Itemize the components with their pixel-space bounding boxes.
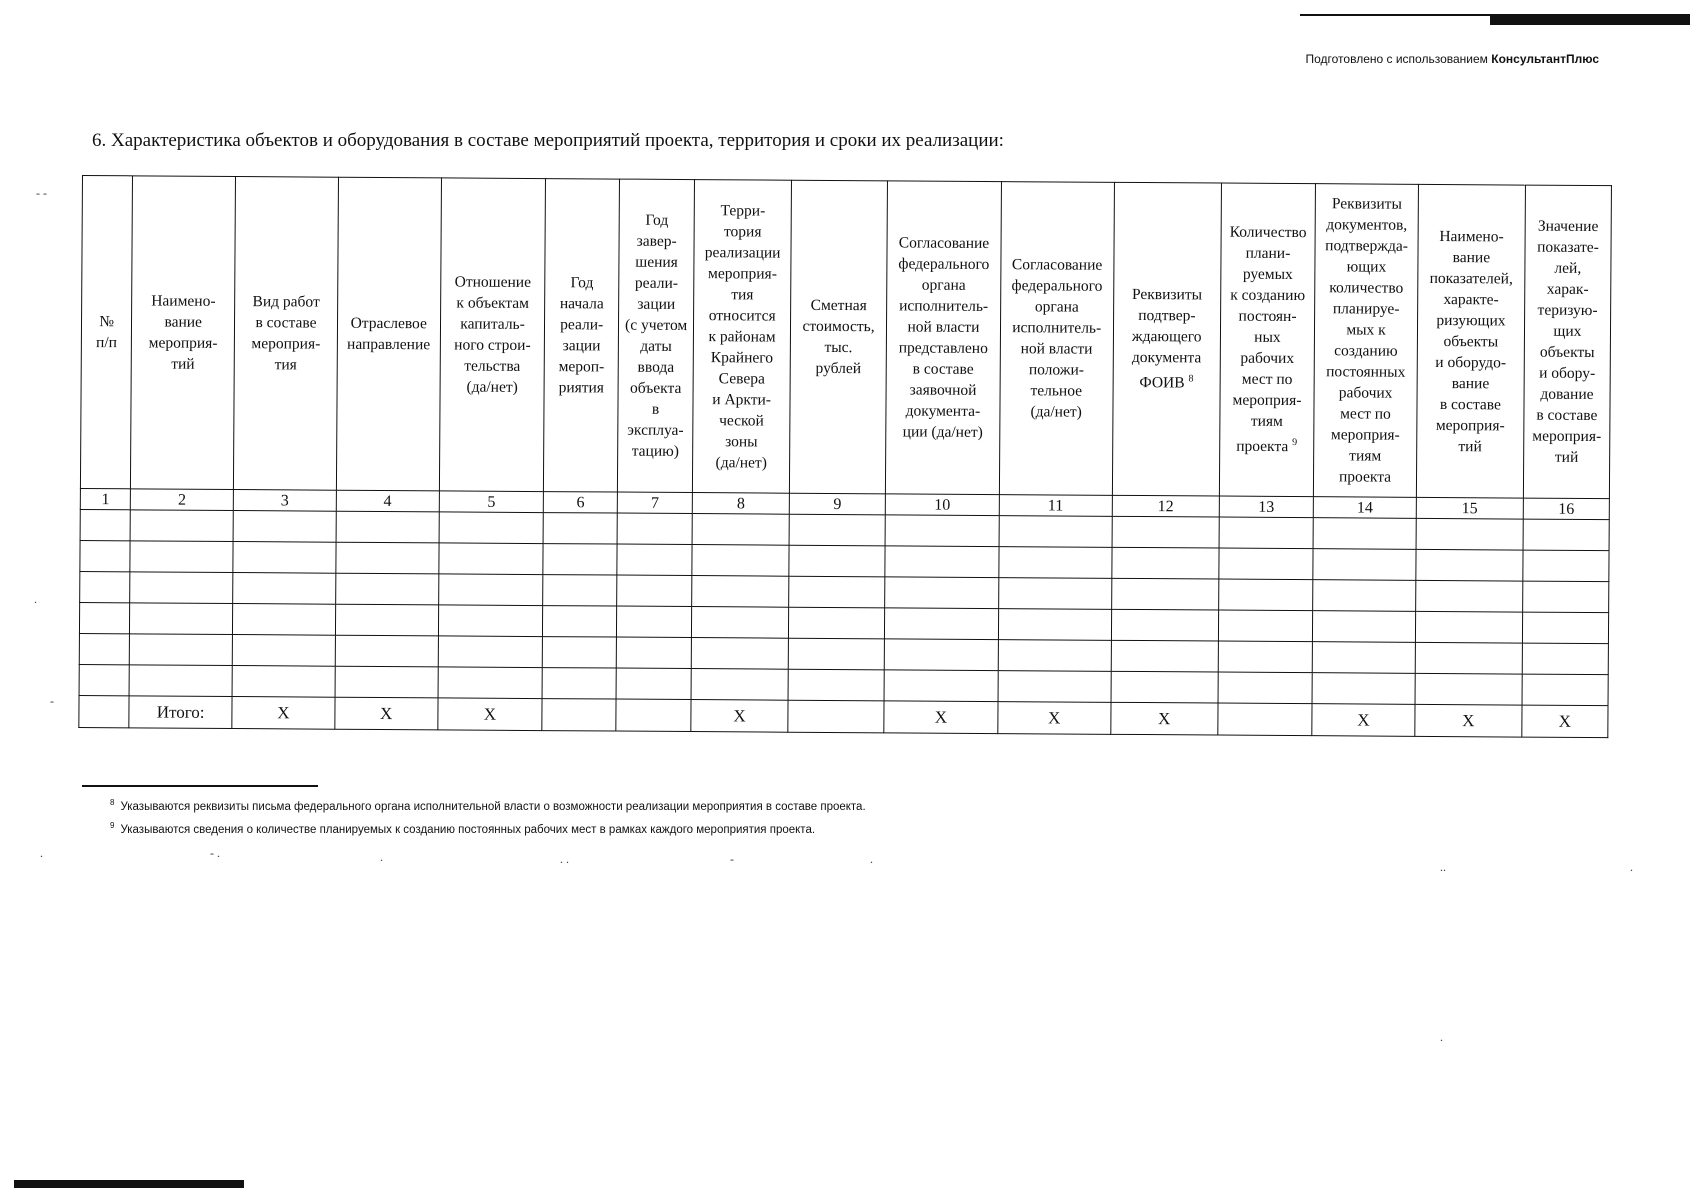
column-header-text: Вид работ в составе мероприя- тия bbox=[251, 293, 321, 374]
table-cell bbox=[1415, 642, 1522, 674]
table-cell bbox=[1111, 609, 1218, 641]
table-cell bbox=[130, 541, 233, 573]
footnote-ref: 9 bbox=[1292, 437, 1298, 449]
table-cell bbox=[1415, 611, 1522, 643]
footnote-text: Указываются реквизиты письма федерального органа исполнительной власти о возможности реализации мероприятия в составе проекта. bbox=[120, 800, 866, 813]
table-cell bbox=[233, 604, 336, 636]
table-cell bbox=[1313, 518, 1416, 550]
column-header-14 bbox=[1314, 184, 1419, 498]
table-cell bbox=[788, 669, 885, 701]
prepared-brand: КонсультантПлюс bbox=[1491, 52, 1599, 66]
prepared-prefix: Подготовлено с использованием bbox=[1305, 52, 1488, 66]
table-cell bbox=[692, 638, 789, 670]
table-cell bbox=[998, 609, 1111, 641]
column-header-5 bbox=[439, 178, 546, 492]
table-cell bbox=[1313, 611, 1416, 643]
table-cell bbox=[1111, 671, 1218, 703]
table-cell bbox=[1219, 548, 1314, 580]
column-header-6 bbox=[544, 179, 619, 492]
table-cell bbox=[336, 573, 439, 605]
table-cell bbox=[616, 606, 692, 638]
total-cell bbox=[1218, 703, 1313, 736]
column-header-text: Год завер- шения реали- зации (с учетом даты ввода объекта в эксплуа- тацию) bbox=[625, 211, 688, 460]
footnote-9 bbox=[82, 816, 982, 840]
column-header-text: Терри- тория реализации мероприя- тия относится к районам Крайнего Севера и Аркти- ческой зоны (да/нет) bbox=[704, 201, 781, 472]
column-number: 3 bbox=[233, 490, 336, 512]
total-cell: X bbox=[884, 701, 997, 734]
scan-top-mark bbox=[1300, 14, 1690, 26]
column-number: 13 bbox=[1219, 496, 1314, 518]
column-number: 8 bbox=[693, 493, 790, 515]
table-cell bbox=[616, 668, 692, 700]
column-number: 6 bbox=[544, 492, 618, 513]
table-body bbox=[79, 488, 1610, 737]
table-cell bbox=[1416, 518, 1523, 550]
column-header-15 bbox=[1416, 184, 1525, 498]
column-header-text: Реквизиты документов, подтвержда- ющих количество планируе- мых к созданию постоянных рабочих мест по мероприя- тиям проекта bbox=[1325, 195, 1409, 486]
column-header-text: Отраслевое направление bbox=[347, 314, 431, 354]
table-cell bbox=[692, 514, 789, 546]
column-number: 12 bbox=[1112, 495, 1219, 517]
table-cell bbox=[1112, 516, 1219, 548]
table-cell bbox=[233, 573, 336, 605]
column-number: 2 bbox=[131, 489, 234, 511]
table-cell bbox=[79, 633, 130, 664]
total-cell: X bbox=[1415, 704, 1522, 737]
table-cell bbox=[885, 577, 998, 609]
table-cell bbox=[1522, 643, 1608, 675]
column-header-12 bbox=[1112, 182, 1221, 496]
table-cell bbox=[885, 639, 998, 671]
total-cell: X bbox=[1312, 704, 1415, 737]
column-header-13 bbox=[1219, 183, 1315, 497]
column-header-11 bbox=[999, 182, 1114, 496]
table-cell bbox=[998, 640, 1111, 672]
table-cell bbox=[438, 636, 543, 668]
table-cell bbox=[692, 607, 789, 639]
table-cell bbox=[789, 545, 886, 577]
table-cell bbox=[438, 543, 543, 575]
column-number: 7 bbox=[617, 492, 693, 514]
table-cell bbox=[789, 576, 886, 608]
column-number: 9 bbox=[789, 493, 886, 515]
table-cell bbox=[80, 540, 131, 571]
table-cell bbox=[129, 665, 232, 697]
table-cell bbox=[80, 509, 131, 540]
table-cell bbox=[79, 602, 130, 633]
table-cell bbox=[543, 637, 617, 668]
table-header-row bbox=[80, 176, 1611, 499]
table-cell bbox=[788, 638, 885, 670]
column-header-text: Согласование федерального органа исполнитель- ной власти положи- тельное (да/нет) bbox=[1011, 256, 1103, 421]
table-cell bbox=[1416, 580, 1523, 612]
table-cell bbox=[1312, 642, 1415, 674]
table-cell bbox=[1218, 641, 1313, 673]
footnote-mark: 8 bbox=[110, 797, 115, 807]
table-cell bbox=[885, 608, 998, 640]
total-cell bbox=[79, 695, 130, 727]
column-header-text: Сметная стоимость, тыс. рублей bbox=[802, 296, 875, 378]
table-cell bbox=[1111, 578, 1218, 610]
total-label: Итого: bbox=[129, 696, 232, 729]
column-header-1 bbox=[80, 176, 132, 489]
table-cell bbox=[617, 513, 693, 545]
column-header-10 bbox=[886, 181, 1001, 495]
table-cell bbox=[616, 637, 692, 669]
column-number: 5 bbox=[439, 491, 544, 513]
table-cell bbox=[1523, 519, 1609, 551]
table-cell bbox=[998, 671, 1111, 703]
total-cell: X bbox=[335, 697, 438, 730]
column-header-text: Наимено- вание показателей, характе- ризующих объекты и оборудо- вание в составе мероприя- тий bbox=[1429, 227, 1513, 455]
table-cell bbox=[543, 575, 617, 606]
table-cell bbox=[617, 575, 693, 607]
table-cell bbox=[1312, 673, 1415, 705]
table-cell bbox=[438, 574, 543, 606]
column-header-text: Количество плани- руемых к созданию постоян- ных рабочих мест по мероприя- тиям проекта bbox=[1229, 224, 1307, 456]
table-cell bbox=[617, 544, 693, 576]
table-cell bbox=[544, 513, 618, 544]
column-header-8 bbox=[693, 180, 792, 494]
table-cell bbox=[336, 542, 439, 574]
table-cell bbox=[998, 578, 1111, 610]
table-cell bbox=[1111, 640, 1218, 672]
table-cell bbox=[233, 511, 336, 543]
prepared-with-note bbox=[1306, 52, 1600, 66]
table-cell bbox=[335, 604, 438, 636]
table-cell bbox=[335, 635, 438, 667]
table-cell bbox=[233, 542, 336, 574]
column-header-text: Согласование федерального органа исполнитель- ной власти представлено в составе заявочной документа- ции (да/нет) bbox=[898, 234, 990, 441]
footnote-mark: 9 bbox=[110, 821, 115, 831]
table-cell bbox=[1415, 673, 1522, 705]
table-cell bbox=[1313, 580, 1416, 612]
column-header-4 bbox=[336, 177, 441, 491]
table-cell bbox=[884, 670, 997, 702]
column-header-2 bbox=[131, 176, 236, 490]
footnote-ref: 8 bbox=[1188, 373, 1194, 385]
table-cell bbox=[1523, 550, 1609, 582]
table-cell bbox=[788, 607, 885, 639]
table-cell bbox=[1522, 612, 1608, 644]
table-cell bbox=[691, 669, 788, 701]
total-cell: X bbox=[1522, 705, 1608, 738]
table-cell bbox=[999, 516, 1112, 548]
table-cell bbox=[438, 605, 543, 637]
table-cell bbox=[1218, 672, 1313, 704]
total-cell: X bbox=[691, 700, 788, 733]
table-cell bbox=[1218, 610, 1313, 642]
table-cell bbox=[232, 635, 335, 667]
column-number: 4 bbox=[336, 490, 439, 512]
column-header-text: Реквизиты подтвер- ждающего документа ФОИВ bbox=[1131, 286, 1203, 392]
column-header-9 bbox=[789, 180, 888, 494]
table-cell bbox=[692, 545, 789, 577]
total-cell bbox=[542, 699, 616, 731]
column-header-text: Значение показате- лей, харак- теризую- щих объекты и обору- дование в составе мероприя- тий bbox=[1532, 217, 1602, 466]
column-number: 11 bbox=[999, 495, 1112, 517]
table-cell bbox=[692, 576, 789, 608]
table-cell bbox=[1522, 674, 1608, 706]
table-cell bbox=[1218, 579, 1313, 611]
characteristics-table bbox=[78, 175, 1612, 738]
total-cell bbox=[616, 699, 692, 732]
column-header-text: Наимено- вание мероприя- тий bbox=[148, 292, 218, 373]
column-number: 1 bbox=[80, 488, 130, 509]
column-header-text: № п/п bbox=[96, 313, 118, 352]
footnotes bbox=[82, 785, 982, 840]
total-cell: X bbox=[997, 702, 1110, 735]
table-cell bbox=[130, 634, 233, 666]
table-cell bbox=[1219, 517, 1314, 549]
table-cell bbox=[998, 547, 1111, 579]
table-cell bbox=[543, 544, 617, 575]
total-cell: X bbox=[232, 697, 335, 730]
column-number: 14 bbox=[1313, 497, 1416, 519]
table-cell bbox=[80, 571, 131, 602]
table-cell bbox=[885, 515, 998, 547]
table-cell bbox=[232, 666, 335, 698]
table-cell bbox=[1112, 547, 1219, 579]
table-cell bbox=[130, 510, 233, 542]
table-cell bbox=[439, 512, 544, 544]
table-cell bbox=[438, 667, 543, 699]
column-number: 15 bbox=[1416, 497, 1523, 519]
scan-bottom-mark bbox=[14, 1180, 244, 1188]
column-header-16 bbox=[1523, 185, 1611, 499]
column-header-3 bbox=[234, 177, 339, 491]
table-cell bbox=[1523, 581, 1609, 613]
column-number: 16 bbox=[1523, 498, 1609, 520]
column-header-text: Год начала реали- зации мероп- риятия bbox=[558, 274, 605, 397]
table-cell bbox=[336, 511, 439, 543]
column-number: 10 bbox=[886, 494, 999, 516]
section-title: 6. Характеристика объектов и оборудования в составе мероприятий проекта, территория и сроки их реализации: bbox=[92, 130, 1004, 151]
table-cell bbox=[79, 664, 130, 695]
footnote-8 bbox=[82, 793, 982, 817]
total-cell bbox=[788, 700, 885, 733]
table-cell bbox=[1313, 549, 1416, 581]
footnote-text: Указываются сведения о количестве планируемых к созданию постоянных рабочих мест в рамках каждого мероприятия проекта. bbox=[120, 824, 816, 837]
table-cell bbox=[130, 603, 233, 635]
table-cell bbox=[335, 666, 438, 698]
column-header-text: Отношение к объектам капиталь- ного строи- тельства (да/нет) bbox=[454, 273, 532, 396]
table-cell bbox=[789, 514, 886, 546]
table-cell bbox=[543, 606, 617, 637]
table-cell bbox=[543, 668, 617, 699]
footnote-divider bbox=[82, 785, 318, 787]
column-header-7 bbox=[617, 179, 695, 492]
table-cell bbox=[130, 572, 233, 604]
table-cell bbox=[885, 546, 998, 578]
table-cell bbox=[1416, 549, 1523, 581]
total-cell: X bbox=[1111, 702, 1218, 735]
total-cell: X bbox=[437, 698, 542, 731]
